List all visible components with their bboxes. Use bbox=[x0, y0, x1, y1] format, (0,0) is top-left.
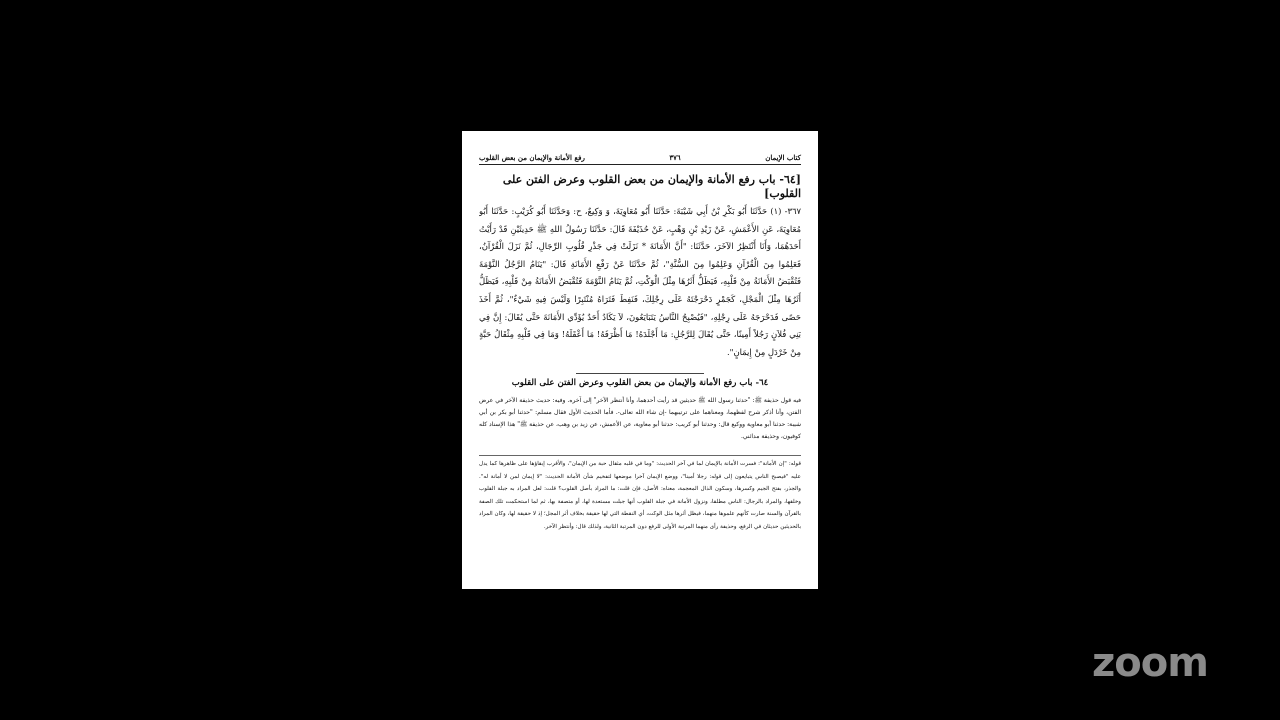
commentary-title: ٦٤- باب رفع الأمانة والإيمان من بعض القلوب وعرض الفتن على القلوب bbox=[511, 378, 769, 388]
footnote-divider bbox=[479, 455, 801, 456]
commentary-text: فيه قول حذيفة ﷺ: "حدثنا رسول الله ﷺ حديثين قد رأيت أحدهما، وأنا أنتظر الآخر" إلى آخره. وفيه: حديث حذيفة الآخر في عرض الفتن، وأنا أذكر شرح لفظهما، ومعناهما على ترتيبهما -إن شاء الله تعالى-. فأما الحديث الأول فقال مسلم: "حدثنا أبو بكر بن أبي شيبة: حدثنا أبو معاوية ووكيع قال: وحدثنا أبو كريب: حدثنا أبو معاوية، عن الأعمش، عن زيد بن وهب، عن حذيفة ﷺ" هذا الإسناد كله كوفيون، وحذيفة مدائني. bbox=[479, 397, 801, 440]
header-chapter-name: رفع الأمانة والإيمان من بعض القلوب bbox=[479, 153, 585, 162]
zoom-logo: zoom bbox=[1092, 640, 1208, 686]
header-book-name: كتاب الإيمان bbox=[765, 153, 801, 162]
footnotes-text: قوله: "إن الأمانة": فسرت الأمانة بالإيمان لما في آخر الحديث: "وما في قلبه مثقال حبة من الإيمان"، والأقرب إبقاؤها على ظاهرها كما يدل عليه "فيصبح الناس يتبايعون إلى قوله: رجلا أمينا"، ووضع الإيمان آخرا موضعها لتفخيم شأن الأمانة الحديث: "لا إيمان لمن لا أمانة له". والجذر، بفتح الجيم وكسرها، وسكون الذال المعجمة، معناه: الأصل، فإن قلت: ما المراد بأصل القلوب؟ قلت: لعل المراد به جبلة القلوب وخلقها، والمراد بالرجال: الناس مطلقا، ونزول الأمانة في جبلة القلوب أنها جبلت مستعدة لها، أو متصفة بها، ثم لما استحكمت تلك الصفة بالقرآن والسنة صارت كأنهم علموها منهما، فيظل أثرها مثل الوكت، أي النقطة التي لها حقيقة بخلاف أثر المجل؛ إذ لا حقيقة لها، وكان المراد بالحديثين حديثان في الرفع، وحذيفة رأى منهما المرتبة الأولى للرفع دون المرتبة الثانية، ولذلك قال: وأنتظر الآخر. bbox=[479, 461, 801, 530]
running-head bbox=[479, 153, 801, 165]
section-divider bbox=[576, 373, 705, 374]
hadith-text: ٣٦٧- (١) حَدَّثَنَا أَبُو بَكْرِ بْنُ أَبِي شَيْبَةَ: حَدَّثَنَا أَبُو مُعَاوِيَةَ، وَ وَكِيعٌ، ح: وَحَدَّثَنَا أَبُو كُرَيْبٍ: حَدَّثَنَا أَبُو مُعَاوِيَةَ، عَنِ الأَعْمَشِ، عَنْ زَيْدِ بْنِ وَهْبٍ، عَنْ حُذَيْفَةَ قَالَ: حَدَّثَنَا رَسُولُ اللهِ ﷺ حَدِيثَيْنِ قَدْ رَأَيْتُ أَحَدَهُمَا، وَأَنَا أَنْتَظِرُ الآخَرَ، حَدَّثَنَا: "أَنَّ الأَمَانَةَ * نَزَلَتْ فِي جَذْرِ قُلُوبِ الرِّجَالِ، ثُمَّ نَزَلَ الْقُرْآنُ، فَعَلِمُوا مِنَ الْقُرْآنِ وَعَلِمُوا مِنَ السُّنَّةِ"، ثُمَّ حَدَّثَنَا عَنْ رَفْعِ الأَمَانَةِ قَالَ: "يَنَامُ الرَّجُلُ النَّوْمَةَ فَتُقْبَضُ الأَمَانَةُ مِنْ قَلْبِهِ، فَيَظَلُّ أَثَرُهَا مِثْلَ الْوَكْتِ، ثُمَّ يَنَامُ النَّوْمَةَ فَتُقْبَضُ الأَمَانَةُ مِنْ قَلْبِهِ، فَيَظَلُّ أَثَرُهَا مِثْلَ الْمَجْلِ، كَجَمْرٍ دَحْرَجْتَهُ عَلَى رِجْلِكَ، فَنَفِطَ فَتَرَاهُ مُنْتَبِرًا وَلَيْسَ فِيهِ شَيْءٌ"، ثُمَّ أَخَذَ حَصًى فَدَحْرَجَهُ عَلَى رِجْلِهِ، "فَيُصْبِحُ النَّاسُ يَتَبَايَعُونَ، لاَ يَكَادُ أَحَدٌ يُؤَدِّي الأَمَانَةَ حَتَّى يُقَالَ: إِنَّ فِي بَنِي فُلاَنٍ رَجُلاً أَمِينًا، حَتَّى يُقَالَ لِلرَّجُلِ: مَا أَجْلَدَهُ! مَا أَظْرَفَهُ! مَا أَعْقَلَهُ! وَمَا فِي قَلْبِهِ مِثْقَالُ حَبَّةٍ مِنْ خَرْدَلٍ مِنْ إِيمَانٍ". bbox=[479, 206, 801, 357]
chapter-title: [٦٤- باب رفع الأمانة والإيمان من بعض القلوب وعرض الفتن على القلوب] bbox=[502, 173, 801, 200]
book-page bbox=[462, 131, 818, 589]
page-number: ٣٧٦ bbox=[669, 153, 681, 162]
